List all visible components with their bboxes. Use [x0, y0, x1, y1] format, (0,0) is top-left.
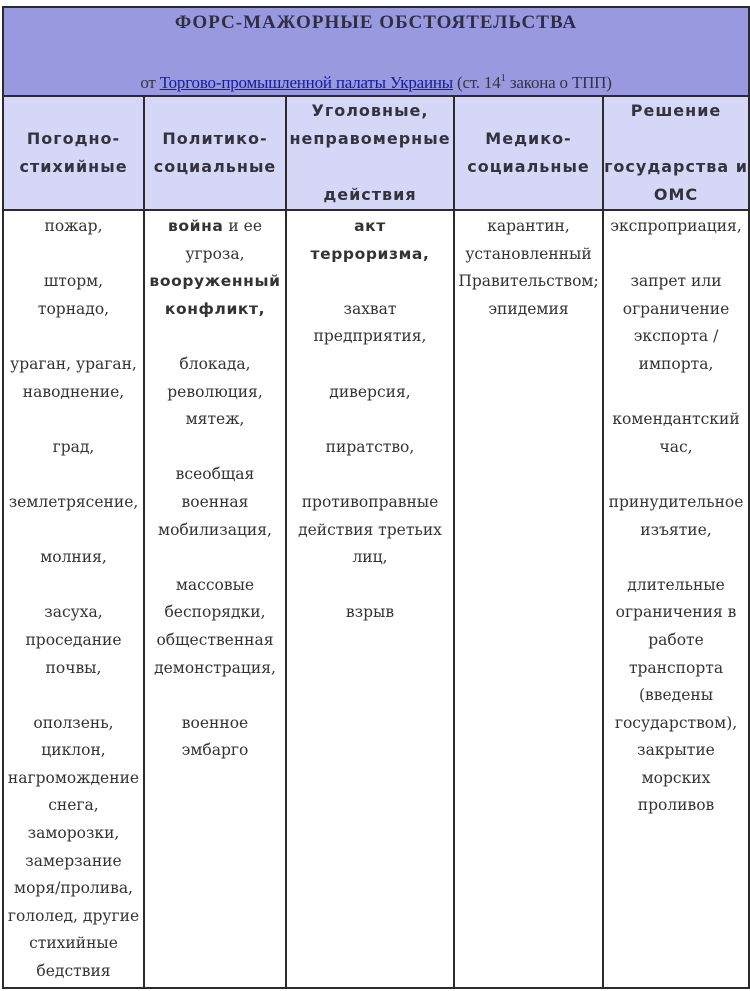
list-item: карантин,	[487, 217, 570, 235]
list-item: мобилизация,	[158, 520, 272, 539]
page-title: ФОРС-МАЖОРНЫЕ ОБСТОЯТЕЛЬСТВА	[174, 12, 578, 33]
list-item: запрет или	[630, 272, 722, 291]
line-spacer	[145, 434, 285, 462]
line-spacer	[4, 517, 143, 545]
line-spacer	[604, 461, 748, 489]
header-weather-natural	[3, 96, 144, 210]
header-line: Медико-	[485, 129, 572, 148]
line-spacer	[604, 241, 748, 269]
list-item	[145, 268, 285, 296]
emphasis-text: акт	[354, 217, 386, 235]
list-item	[287, 241, 453, 269]
list-item: установленный	[465, 244, 592, 263]
line-spacer	[604, 544, 748, 572]
list-item: проливов	[637, 796, 715, 815]
list-item: диверсия,	[329, 382, 411, 401]
header-line: Погодно-	[26, 129, 121, 148]
header-line: Решение	[630, 101, 722, 120]
list-item: принудительное	[608, 492, 744, 511]
header-political-social	[144, 96, 286, 210]
list-item: эпидемия	[488, 299, 569, 318]
header-line: стихийные	[19, 157, 128, 176]
list-item: молния,	[40, 548, 107, 567]
list-item: заморозки,	[27, 824, 120, 843]
list-item: изъятие,	[640, 520, 712, 539]
line-spacer	[4, 682, 143, 710]
line-spacer	[287, 461, 453, 489]
header-line: ОМС	[653, 185, 699, 204]
list-item: взрыв	[345, 603, 395, 622]
list-item: революция,	[167, 382, 263, 401]
list-item: циклон,	[41, 741, 106, 760]
header-line: неправомерные	[289, 129, 451, 148]
line-spacer	[4, 461, 143, 489]
list-item: наводнение,	[22, 382, 125, 401]
subtitle-law: закона о ТПП)	[509, 73, 612, 92]
list-item: противоправные	[301, 492, 439, 511]
list-item: демонстрация,	[154, 658, 276, 677]
list-item: закрытие	[637, 741, 715, 760]
list-item: землетрясение,	[8, 492, 139, 511]
emphasis-text: вооруженный	[149, 272, 281, 291]
list-item: бедствия	[36, 962, 111, 981]
subtitle-prefix: от	[140, 73, 156, 92]
emphasis-text: война	[167, 217, 224, 235]
list-item: стихийные	[29, 934, 118, 953]
list-item: нагромождение	[7, 768, 140, 787]
header-criminal-acts	[286, 96, 454, 210]
force-majeure-table	[2, 6, 750, 989]
list-item: военное	[181, 713, 249, 732]
table-title-cell	[3, 7, 749, 96]
emphasis-text: терроризма,	[310, 244, 430, 263]
list-item: засуха,	[44, 603, 103, 622]
header-state-decision	[603, 96, 749, 210]
list-item: (введены	[638, 686, 714, 705]
line-spacer	[145, 544, 285, 572]
list-item: пиратство,	[325, 437, 415, 456]
list-item: ограничения в	[615, 603, 737, 622]
header-line: государства и	[604, 157, 748, 176]
list-item: война и ее	[167, 217, 263, 235]
header-spacer	[604, 125, 748, 153]
list-item: снега,	[48, 796, 99, 815]
header-line: Уголовные,	[311, 101, 429, 120]
list-item: действия третьих	[298, 520, 442, 539]
header-line: Политико-	[162, 129, 268, 148]
list-item: комендантский	[612, 410, 740, 429]
line-spacer	[145, 682, 285, 710]
list-item: ураган, ураган,	[10, 354, 137, 373]
list-item: общественная	[156, 630, 274, 649]
list-item: транспорта	[628, 658, 724, 677]
emphasis-text: конфликт,	[164, 299, 266, 318]
list-item: беспорядки,	[164, 603, 266, 622]
list-item: проседание	[25, 630, 122, 649]
subtitle	[4, 73, 748, 93]
list-item: гололед, другие	[7, 906, 140, 925]
line-spacer	[4, 572, 143, 600]
header-line: действия	[323, 185, 417, 204]
list-item: мятеж,	[185, 410, 245, 429]
list-item: торнадо,	[37, 299, 110, 318]
list-item: ограничение	[622, 299, 730, 318]
list-item: оползень,	[33, 713, 114, 732]
list-item: Правительством;	[458, 272, 599, 291]
list-item: пожар,	[44, 217, 103, 235]
list-item: импорта,	[638, 354, 714, 373]
cell-state-decision	[603, 210, 749, 988]
list-item: град,	[52, 437, 95, 456]
line-spacer	[287, 406, 453, 434]
list-item	[287, 213, 453, 241]
list-item: угроза,	[185, 244, 245, 263]
line-spacer	[4, 406, 143, 434]
list-item: военная	[181, 492, 249, 511]
list-item: государством),	[614, 713, 738, 732]
header-medical-social	[454, 96, 603, 210]
list-item: длительные	[627, 575, 725, 594]
list-item: замерзание	[25, 851, 122, 870]
cell-political-social	[144, 210, 286, 988]
line-spacer	[145, 323, 285, 351]
chamber-of-commerce-link[interactable]: Торгово-промышленной палаты Украины	[159, 73, 453, 92]
cell-medical-social	[454, 210, 603, 988]
list-item: почвы,	[45, 658, 102, 677]
list-item: предприятия,	[313, 327, 427, 346]
line-spacer	[287, 268, 453, 296]
list-item: морских	[641, 768, 711, 787]
cell-criminal-acts	[286, 210, 454, 988]
list-item	[145, 296, 285, 324]
cell-weather-natural	[3, 210, 144, 988]
list-item: всеобщая	[175, 465, 255, 484]
line-spacer	[287, 351, 453, 379]
line-spacer	[604, 379, 748, 407]
list-item: блокада,	[179, 354, 251, 373]
list-item: моря/пролива,	[14, 879, 133, 898]
list-item: час,	[659, 437, 693, 456]
list-item: захват	[343, 299, 397, 318]
list-item: экспроприация,	[610, 217, 742, 235]
line-spacer	[4, 241, 143, 269]
line-spacer	[4, 323, 143, 351]
line-spacer	[287, 572, 453, 600]
list-item: лиц,	[352, 548, 388, 567]
list-item: шторм,	[43, 272, 104, 291]
list-item: эмбарго	[181, 741, 249, 760]
header-spacer	[287, 153, 453, 181]
header-line: социальные	[467, 157, 590, 176]
list-item: массовые	[175, 575, 255, 594]
subtitle-superscript: 1	[500, 72, 506, 84]
header-line: социальные	[153, 157, 277, 176]
list-item: экспорта /	[633, 327, 719, 346]
subtitle-article: (ст. 14	[457, 73, 501, 92]
list-item: работе	[648, 630, 704, 649]
